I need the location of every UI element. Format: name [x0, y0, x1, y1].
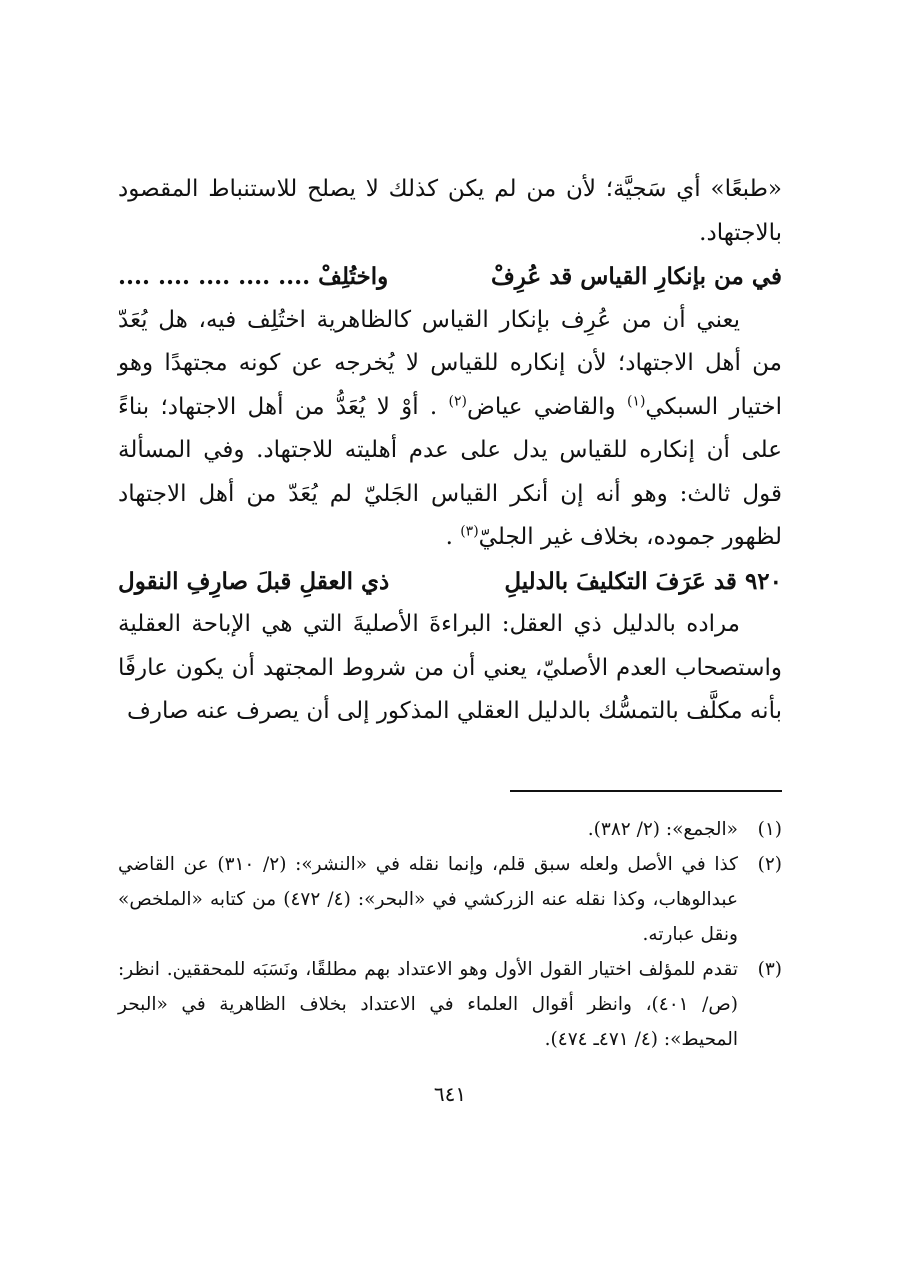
verse-1-first-hemistich: في من بإنكارِ القياس قد عُرِفْ	[490, 263, 782, 290]
footnote-1-text: «الجمع»: (٢/ ٣٨٢).	[587, 819, 738, 840]
paragraph-commentary-1: «طبعًا» أي سَجيَّة؛ لأن من لم يكن كذلك لا يصلح للاستنباط المقصود بالاجتهاد.	[118, 176, 782, 246]
footnote-3-text: تقدم للمؤلف اختيار القول الأول وهو الاعتداد بهم مطلقًا، ونَسَبَه للمحققين. انظر: (ص/ ٤٠١)، وانظر أقوال العلماء في الاعتداد بخلاف الظاهرية في «البحر المحيط»: (٤/ ٤٧١ـ ٤٧٤).	[118, 959, 738, 1050]
footnote-3-number: (٣)	[757, 959, 782, 980]
footnote-ref-1[interactable]: (١)	[626, 392, 646, 409]
main-text	[118, 168, 782, 734]
paragraph-commentary-3: مراده بالدليل ذي العقل: البراءةَ الأصليةَ التي هي الإباحة العقلية واستصحاب العدم الأصليّ، يعني أن من شروط المجتهد أن يكون عارفًا بأنه مكلَّف بالتمسُّك بالدليل العقلي المذكور إلى أن يصرف عنه صارف	[118, 611, 782, 724]
footnote-1	[118, 812, 782, 847]
commentary-2-part-b: والقاضي عياض	[467, 393, 616, 420]
footnotes-section	[118, 812, 782, 1057]
footnote-2-number: (٢)	[757, 854, 782, 875]
verse-920-first-hemistich: ٩٢٠ قد عَرَفَ التكليفَ بالدليلِ	[504, 567, 782, 595]
verse-line-1	[118, 255, 782, 299]
commentary-2-part-d: .	[445, 524, 453, 550]
footnote-2-text: كذا في الأصل ولعله سبق قلم، وإنما نقله في «النشر»: (٢/ ٣١٠) عن القاضي عبدالوهاب، وكذا نقله عنه الزركشي في «البحر»: (٤/ ٤٧٢) من كتابه «الملخص» ونقل عبارته.	[118, 854, 738, 945]
paragraph-commentary-2	[118, 299, 782, 560]
verse-1-second-hemistich: واختُلِفْ .... .... .... .... ....	[118, 263, 389, 290]
footnote-ref-3[interactable]: (٣)	[460, 523, 479, 540]
footnote-2	[118, 847, 782, 952]
footnote-separator	[510, 790, 782, 792]
commentary-2-part-c: . أوْ لا يُعَدُّ من أهل الاجتهاد؛ بناءً على أن إنكاره للقياس يدل على عدم أهليته للاجتهاد. وفي المسألة قول ثالث: وهو أنه إن أنكر القياس الجَليّ لم يُعَدّ من أهل الاجتهاد لظهور جموده، بخلاف غير الجليّ	[118, 393, 782, 550]
verse-920-second-hemistich: ذي العقلِ قبلَ صارِفِ النقول	[118, 567, 390, 595]
commentary-2-part-a: يعني أن من عُرِف بإنكار القياس كالظاهرية اختُلِف فيه، هل يُعَدّ من أهل الاجتهاد؛ لأن إنكاره للقياس لا يُخرجه عن كونه مجتهدًا وهو اختيار السبكي	[118, 306, 783, 420]
footnote-1-number: (١)	[757, 819, 782, 840]
verse-line-920	[118, 560, 782, 604]
footnote-ref-2[interactable]: (٢)	[448, 392, 468, 409]
footnote-3	[118, 952, 782, 1057]
page-number: ٦٤١	[433, 1082, 467, 1106]
